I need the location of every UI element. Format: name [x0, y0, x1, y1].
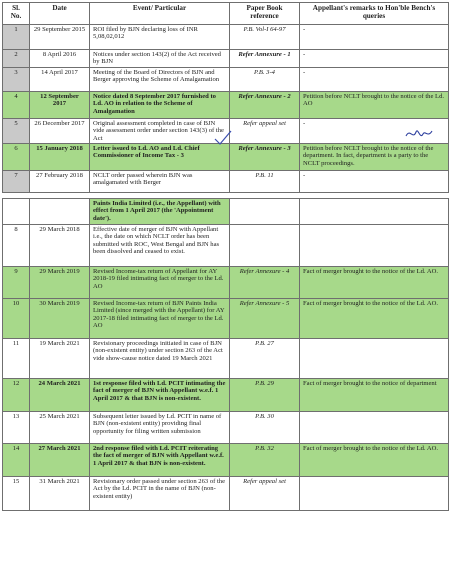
row-remarks: Fact of merger brought to the notice of the Ld. AO.: [300, 267, 449, 299]
row-event: ROI filed by BJN declaring loss of INR 5,08,02,012: [90, 25, 230, 50]
row-sl: 14: [3, 444, 30, 477]
row-remarks: Petition before NCLT brought to the notice of the department. In fact, department is a party to the NCLT proceedings.: [300, 143, 449, 170]
row-event: Paints India Limited (i.e., the Appellant) with effect from 1 April 2017 (the 'Appointment date').: [90, 199, 230, 225]
header-ref: Paper Book reference: [230, 3, 300, 25]
row-date: 29 March 2019: [30, 267, 90, 299]
row-date: 19 March 2021: [30, 339, 90, 379]
chronology-table-bottom: [2, 198, 449, 511]
table-row: [3, 379, 449, 412]
row-sl: 4: [3, 91, 30, 118]
table-row: [3, 412, 449, 444]
row-event: Notices under section 143(2) of the Act received by BJN: [90, 50, 230, 68]
row-event: Revisionary proceedings initiated in case of BJN (non-existent entity) under section 263 of the Act vide show-cause notice dated 19 March 2021: [90, 339, 230, 379]
header-date: Date: [30, 3, 90, 25]
table-row: [3, 67, 449, 91]
row-sl: 13: [3, 412, 30, 444]
row-ref: Refer Annexure - 1: [230, 50, 300, 68]
header-remarks: Appellant's remarks to Hon'ble Bench's queries: [300, 3, 449, 25]
row-ref: Refer appeal set: [230, 477, 300, 511]
row-ref: P.B. 3-4: [230, 67, 300, 91]
row-ref: Refer Annexure - 5: [230, 299, 300, 339]
row-ref: Refer Annexure - 2: [230, 91, 300, 118]
row-date: 25 March 2021: [30, 412, 90, 444]
table-row: [3, 299, 449, 339]
row-ref: P.B. 32: [230, 444, 300, 477]
table-row: [3, 25, 449, 50]
row-sl: 3: [3, 67, 30, 91]
row-sl: 2: [3, 50, 30, 68]
row-remarks: Petition before NCLT brought to the notice of the Ld. AO: [300, 91, 449, 118]
row-sl: 15: [3, 477, 30, 511]
row-event: NCLT order passed wherein BJN was amalgamated with Berger: [90, 170, 230, 192]
row-remarks: -: [300, 118, 449, 143]
row-date: 8 April 2016: [30, 50, 90, 68]
row-ref: P.B. 30: [230, 412, 300, 444]
table-row: [3, 143, 449, 170]
row-event: 1st response filed with Ld. PCIT intimating the fact of merger of BJN with Appellant w.e.f. 1 April 2017 & that BJN is non-existent.: [90, 379, 230, 412]
row-ref: Refer appeal set: [230, 118, 300, 143]
row-ref: [230, 199, 300, 225]
row-remarks: -: [300, 67, 449, 91]
row-event: Effective date of merger of BJN with Appellant i.e., the date on which NCLT order has been submitted with ROC, West Bengal and BJN has been dissolved and ceased to exist.: [90, 225, 230, 267]
row-ref: Refer Annexure - 4: [230, 267, 300, 299]
table-row: [3, 91, 449, 118]
header-sl: Sl. No.: [3, 3, 30, 25]
row-remarks: [300, 225, 449, 267]
row-remarks: -: [300, 25, 449, 50]
row-sl: [3, 199, 30, 225]
table-row: [3, 225, 449, 267]
row-sl: 8: [3, 225, 30, 267]
row-sl: 12: [3, 379, 30, 412]
row-sl: 9: [3, 267, 30, 299]
row-event: 2nd response filed with Ld. PCIT reiterating the fact of merger of BJN with Appellant w.e.f. 1 April 2017 & that BJN is non-existent.: [90, 444, 230, 477]
row-event: Original assessment completed in case of BJN vide assessment order under section 143(3) of the Act: [90, 118, 230, 143]
row-remarks: Fact of merger brought to the notice of the Ld. AO.: [300, 299, 449, 339]
row-ref: [230, 225, 300, 267]
row-remarks: Fact of merger brought to the notice of the Ld. AO.: [300, 444, 449, 477]
row-remarks: [300, 339, 449, 379]
row-event: Subsequent letter issued by Ld. PCIT in name of BJN (non-existent entity) providing final opportunity for filing written submission: [90, 412, 230, 444]
row-date: 12 September 2017: [30, 91, 90, 118]
row-ref: P.B. Vol-I 64-97: [230, 25, 300, 50]
table-row: [3, 50, 449, 68]
table-row: [3, 267, 449, 299]
row-date: 14 April 2017: [30, 67, 90, 91]
row-ref: P.B. 11: [230, 170, 300, 192]
row-remarks: [300, 199, 449, 225]
row-date: [30, 199, 90, 225]
row-sl: 1: [3, 25, 30, 50]
signature-icon: [404, 126, 434, 142]
row-event: Revisionary order passed under section 263 of the Act by the Ld. PCIT in the name of BJN (non-existent entity): [90, 477, 230, 511]
table-row: [3, 339, 449, 379]
row-remarks: [300, 412, 449, 444]
row-remarks: -: [300, 50, 449, 68]
row-date: 27 February 2018: [30, 170, 90, 192]
row-date: 15 January 2018: [30, 143, 90, 170]
row-event: Letter issued to Ld. AO and Ld. Chief Commissioner of Income Tax - 3: [90, 143, 230, 170]
row-sl: 5: [3, 118, 30, 143]
row-event: Meeting of the Board of Directors of BJN and Berger approving the Scheme of Amalgamation: [90, 67, 230, 91]
row-remarks: Fact of merger brought to the notice of department: [300, 379, 449, 412]
tick-mark-icon: [214, 130, 232, 146]
row-date: 29 March 2018: [30, 225, 90, 267]
row-date: 30 March 2019: [30, 299, 90, 339]
row-date: 29 September 2015: [30, 25, 90, 50]
row-sl: 11: [3, 339, 30, 379]
table-row: [3, 477, 449, 511]
chronology-table-top: [2, 2, 449, 193]
row-date: 26 December 2017: [30, 118, 90, 143]
row-event: Revised Income-tax return of Appellant for AY 2018-19 filed intimating fact of merger to the Ld. AO: [90, 267, 230, 299]
row-ref: P.B. 27: [230, 339, 300, 379]
row-event: Notice dated 8 September 2017 furnished to Ld. AO in relation to the Scheme of Amalgamation: [90, 91, 230, 118]
row-ref: Refer Annexure - 3: [230, 143, 300, 170]
row-remarks: [300, 477, 449, 511]
row-remarks: -: [300, 170, 449, 192]
table-row: [3, 444, 449, 477]
table-row-continued: [3, 199, 449, 225]
table-row: [3, 170, 449, 192]
row-sl: 10: [3, 299, 30, 339]
header-row: [3, 3, 449, 25]
row-ref: P.B. 29: [230, 379, 300, 412]
row-date: 31 March 2021: [30, 477, 90, 511]
header-event: Event/ Particular: [90, 3, 230, 25]
row-sl: 7: [3, 170, 30, 192]
row-sl: 6: [3, 143, 30, 170]
row-event: Revised Income-tax return of BJN Paints India Limited (since merged with the Appellant) for AY 2017-18 filed intimating fact of merger to the Ld. AO: [90, 299, 230, 339]
row-date: 27 March 2021: [30, 444, 90, 477]
row-date: 24 March 2021: [30, 379, 90, 412]
